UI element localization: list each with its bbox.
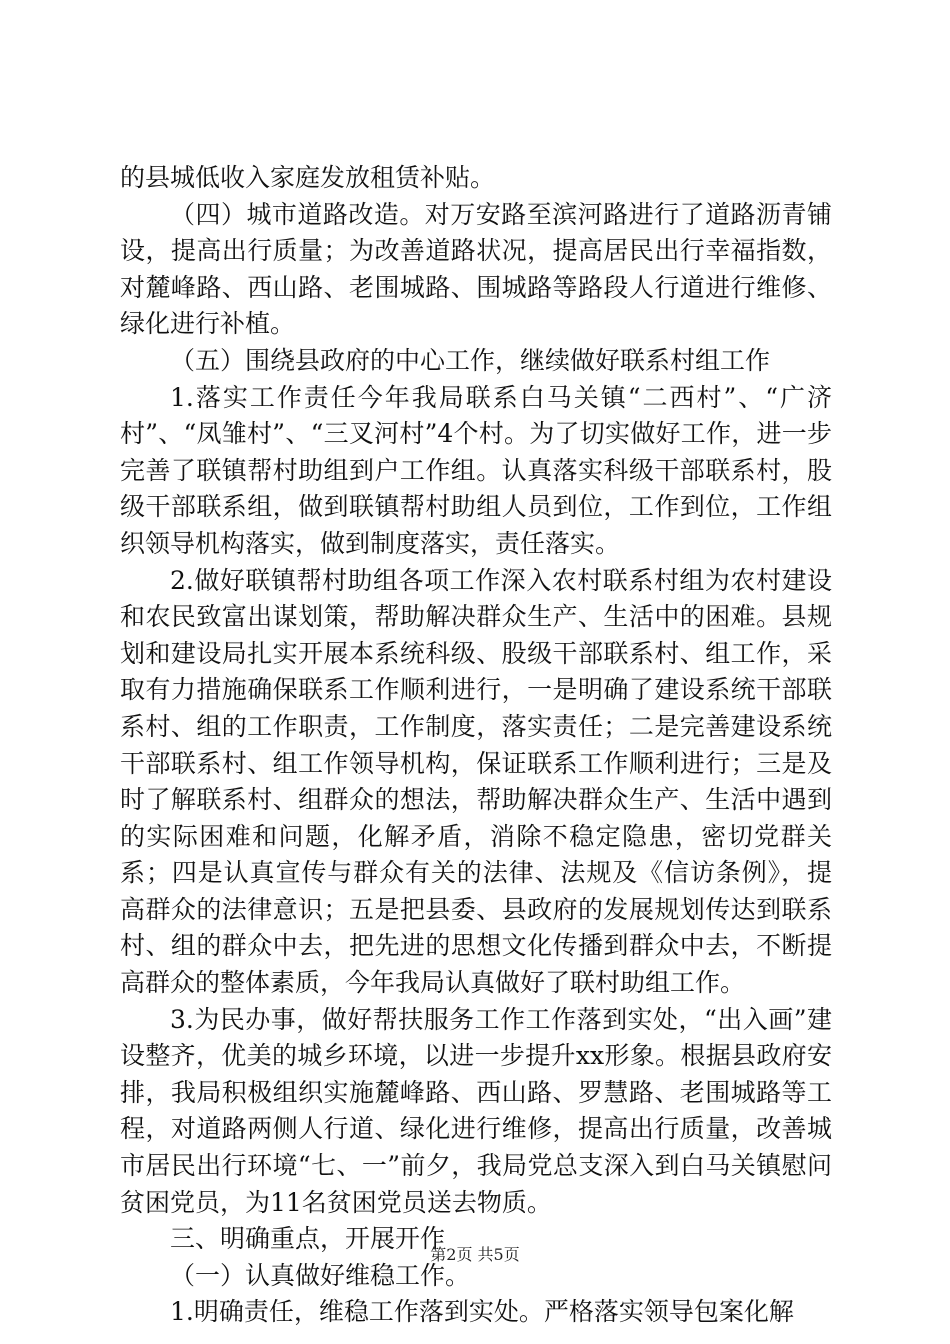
paragraph-section-three-heading: 三、明确重点，开展开作 (170, 1224, 446, 1254)
paragraph-item-3: 3.为民办事，做好帮扶服务工作工作落到实处，“出入画”建设整齐，优美的城乡环境，以进一步提升xx形象。根据县政府安排，我局积极组织实施麓峰路、西山路、罗慧路、老围城路等工程，对道路两侧人行道、绿化进行维修，提高出行质量，改善城市居民出行环境“七、一”前夕，我局党总支深入到白马关镇慰问贫困党员，为11名贫困党员送去物质。 (120, 1004, 832, 1217)
paragraph-item-2: 2.做好联镇帮村助组各项工作深入农村联系村组为农村建设和农民致富出谋划策，帮助解决群众生产、生活中的困难。县规划和建设局扎实开展本系统科级、股级干部联系村、组工作，采取有力措施确保联系工作顺利进行，一是明确了建设系统干部联系村、组的工作职责，工作制度，落实责任；二是完善建设系统干部联系村、组工作领导机构，保证联系工作顺利进行；三是及时了解联系村、组群众的想法，帮助解决群众生产、生活中遇到的实际困难和问题，化解矛盾，消除不稳定隐患，密切党群关系；四是认真宣传与群众有关的法律、法规及《信访条例》，提高群众的法律意识；五是把县委、县政府的发展规划传达到联系村、组的群众中去，把先进的思想文化传播到群众中去，不断提高群众的整体素质，今年我局认真做好了联村助组工作。 (120, 565, 832, 998)
paragraph-road-renovation: （四）城市道路改造。对万安路至滨河路进行了道路沥青铺设，提高出行质量；为改善道路状况，提高居民出行幸福指数，对麓峰路、西山路、老围城路、围城路等路段人行道进行维修、绿化进行补植。 (120, 199, 832, 339)
paragraph-item-1: 1.落实工作责任今年我局联系白马关镇“二西村”、“广济村”、“凤雏村”、“三叉河村”4个村。为了切实做好工作，进一步完善了联镇帮村助组到户工作组。认真落实科级干部联系村，股级干部联系组，做到联镇帮村助组人员到位，工作到位，工作组织领导机构落实，做到制度落实，责任落实。 (120, 382, 832, 558)
page-footer: 第2页 共5页 (430, 1245, 520, 1264)
paragraph-subsection-one-heading: （一）认真做好维稳工作。 (170, 1260, 471, 1290)
paragraph-section-five-heading: （五）围绕县政府的中心工作，继续做好联系村组工作 (170, 345, 771, 375)
paragraph-continuation: 的县城低收入家庭发放租赁补贴。 (120, 163, 496, 192)
document-body (120, 160, 832, 1331)
paragraph-subsection-item-1: 1.明确责任，维稳工作落到实处。严格落实领导包案化解 (170, 1297, 794, 1327)
